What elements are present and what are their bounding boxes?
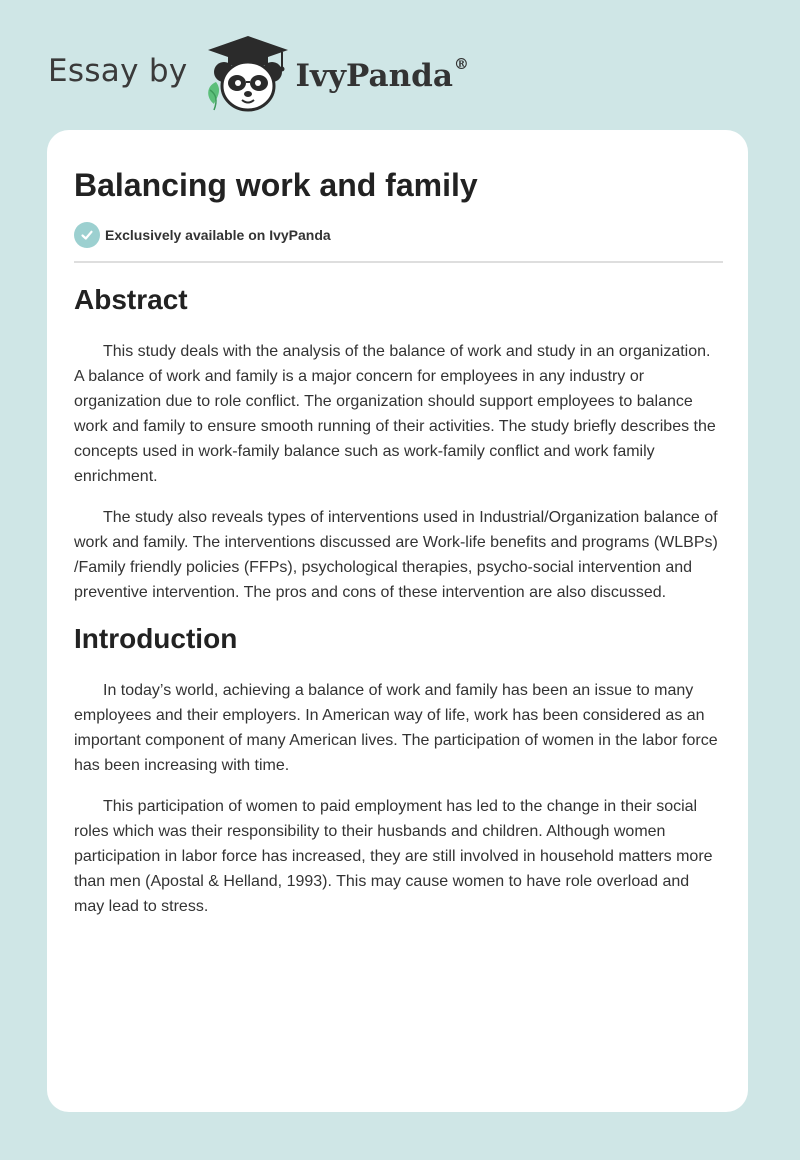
site-header <box>48 34 469 114</box>
panda-graduate-logo-icon[interactable] <box>202 34 294 114</box>
registered-mark: ® <box>453 54 469 73</box>
exclusive-badge <box>74 222 331 248</box>
badge-label: Exclusively available on IvyPanda <box>105 227 331 243</box>
brand-name[interactable]: IvyPanda® <box>295 54 469 94</box>
title-divider <box>74 261 723 263</box>
paragraph: This study deals with the analysis of the balance of work and study in an organization. A balance of work and family is a major concern for employees in any industry or organization due to role conflict. The organization should support employees to balance work and family to ensure smooth running of their activities. The study briefly describes the concepts used in work-family balance such as work-family conflict and work family enrichment. <box>74 343 716 485</box>
section-heading: Abstract <box>74 284 188 315</box>
check-icon <box>74 222 100 248</box>
paragraph: This participation of women to paid employment has led to the change in their social roles which was their responsibility to their husbands and children. Although women participation in labor force has increased, they are still involved in household matters more than men (Apostal & Helland, 1993). This may cause women to have role overload and may lead to stress. <box>74 798 713 915</box>
section-introduction <box>74 621 723 919</box>
essay-card <box>47 130 748 1112</box>
essay-content <box>74 282 723 935</box>
paragraph: In today’s world, achieving a balance of work and family has been an issue to many employees and their employers. In American way of life, work has been considered as an important component of many American lives. The participation of women in the labor force has been increasing with time. <box>74 682 718 774</box>
section-abstract <box>74 282 723 605</box>
paragraph: The study also reveals types of interventions used in Industrial/Organization balance of work and family. The interventions discussed are Work-life benefits and programs (WLBPs) /Family friendly policies (FFPs), psychological therapies, psycho-social intervention and preventive intervention. The pros and cons of these intervention are also discussed. <box>74 509 718 601</box>
page-title: Balancing work and family <box>74 167 478 203</box>
section-heading: Introduction <box>74 623 238 654</box>
essay-by-label: Essay by <box>48 53 188 89</box>
